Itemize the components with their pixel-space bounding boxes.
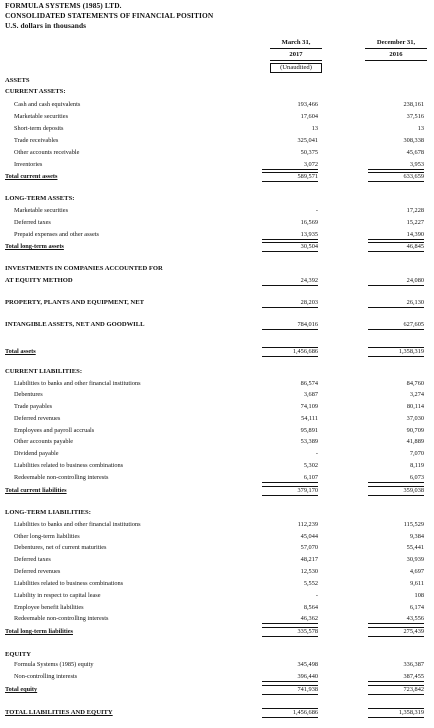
line-item-row [0,532,434,542]
line-item-row [0,473,434,483]
row-label: Liabilities related to business combinations [14,580,124,587]
line-item-row [0,660,434,670]
value-december-2016: 7,070 [409,450,424,457]
row-label: Total equity [5,686,38,693]
row-label: INVESTMENTS IN COMPANIES ACCOUNTED FOR [5,265,163,272]
value-march-2017: 12,530 [300,568,318,575]
value-march-2017: 54,111 [301,415,318,422]
row-label: Other accounts receivable [14,149,80,156]
column-year-label: 2017 [270,51,322,61]
row-label: Employees and payroll accruals [14,427,95,434]
line-item-row [0,230,434,240]
value-march-2017: 335,578 [262,627,318,637]
line-item-row [0,614,434,624]
line-item-row [0,136,434,146]
value-march-2017: 30,504 [262,242,318,252]
line-item-row [0,520,434,530]
value-march-2017: 74,109 [300,403,318,410]
value-december-2016: 90,709 [406,427,424,434]
row-label: ASSETS [5,77,30,84]
row-label: Liabilities related to business combinations [14,462,124,469]
value-december-2016: 1,358,319 [368,708,424,718]
value-march-2017: 3,072 [262,160,318,170]
column-period-label: December 31, [365,39,427,49]
row-label: EQUITY [5,651,32,658]
line-item-row [0,543,434,553]
section-row [0,298,434,308]
value-december-2016: 80,114 [406,403,424,410]
value-march-2017: - [315,207,318,214]
line-item-row [0,112,434,122]
row-label: Redeemable non-controlling interests [14,474,109,481]
column-header-march [270,39,322,73]
row-label: Dividend payable [14,450,59,457]
section-row [0,87,434,97]
row-label: Trade payables [14,403,53,410]
value-march-2017: 45,044 [300,533,318,540]
row-label: AT EQUITY METHOD [5,277,73,284]
line-item-row [0,555,434,565]
row-label: Liabilities to banks and other financial institutions [14,380,141,387]
line-item-row [0,124,434,134]
line-item-row [0,414,434,424]
row-label: Deferred taxes [14,219,51,226]
value-march-2017: 325,041 [297,137,318,144]
value-december-2016: 43,556 [368,614,424,624]
value-december-2016: 84,760 [406,380,424,387]
value-march-2017: 86,574 [300,380,318,387]
row-label: Deferred revenues [14,568,61,575]
line-item-row [0,603,434,613]
row-label: Employee benefit liabilities [14,604,84,611]
total-row [0,347,434,357]
value-december-2016: 45,678 [406,149,424,156]
value-december-2016: 359,038 [368,486,424,496]
row-label: Debentures [14,391,43,398]
line-item-row [0,390,434,400]
value-march-2017: 17,604 [300,113,318,120]
row-label: Marketable securities [14,113,69,120]
value-march-2017: 589,571 [262,172,318,182]
row-label: Total long-term liabilities [5,628,73,635]
value-december-2016: 37,516 [406,113,424,120]
row-label: LONG-TERM ASSETS: [5,195,75,202]
column-year-label: 2016 [365,51,427,61]
row-label: CURRENT LIABILITIES: [5,368,83,375]
value-march-2017: 3,687 [303,391,318,398]
value-december-2016: 3,953 [368,160,424,170]
row-label: Formula Systems (1985) equity [14,661,94,668]
row-label: Other accounts payable [14,438,74,445]
value-march-2017: 379,170 [262,486,318,496]
units-note: U.S. dollars in thousands [5,21,87,30]
unaudited-label: (Unaudited) [270,63,322,73]
value-december-2016: 308,338 [403,137,424,144]
value-december-2016: 8,119 [410,462,424,469]
value-march-2017: 48,217 [300,556,318,563]
value-march-2017: 53,389 [300,438,318,445]
value-march-2017: 16,569 [300,219,318,226]
row-label: Other long-term liabilities [14,533,80,540]
value-march-2017: 6,107 [262,473,318,483]
value-march-2017: 741,938 [262,685,318,695]
total-row [0,172,434,182]
value-march-2017: 95,891 [300,427,318,434]
line-item-row [0,148,434,158]
row-label: Liabilities to banks and other financial institutions [14,521,141,528]
line-item-row [0,567,434,577]
value-march-2017: 50,375 [300,149,318,156]
line-item-row [0,461,434,471]
line-item-row [0,402,434,412]
row-label: Liability in respect to capital lease [14,592,101,599]
section-row [0,650,434,660]
row-label: Cash and cash equivalents [14,101,81,108]
row-label: Debentures, net of current maturities [14,544,107,551]
section-row [0,276,434,286]
value-december-2016: 15,227 [406,219,424,226]
line-item-row [0,160,434,170]
row-label: INTANGIBLE ASSETS, NET AND GOODWILL [5,321,145,328]
section-row [0,194,434,204]
row-label: Prepaid expenses and other assets [14,231,99,238]
value-march-2017: 1,456,686 [262,347,318,357]
row-label: Total current liabilities [5,487,67,494]
total-row [0,242,434,252]
total-row [0,685,434,695]
line-item-row [0,591,434,601]
total-row [0,708,434,718]
row-label: Short-term deposits [14,125,64,132]
value-march-2017: 24,392 [262,276,318,286]
row-label: Total assets [5,348,36,355]
value-march-2017: 46,362 [262,614,318,624]
column-period-label: March 31, [270,39,322,49]
value-march-2017: 112,239 [297,521,318,528]
value-december-2016: 387,455 [368,672,424,682]
value-december-2016: 9,384 [409,533,424,540]
row-label: PROPERTY, PLANTS AND EQUIPMENT, NET [5,299,144,306]
column-header-december [365,39,427,63]
line-item-row [0,579,434,589]
value-december-2016: 275,439 [368,627,424,637]
line-item-row [0,426,434,436]
value-december-2016: 24,080 [368,276,424,286]
value-december-2016: 336,387 [403,661,424,668]
section-row [0,76,434,86]
value-december-2016: 17,228 [406,207,424,214]
value-december-2016: 108 [414,592,424,599]
value-december-2016: 30,939 [406,556,424,563]
section-row [0,264,434,274]
row-label: Total current assets [5,173,58,180]
statement-title: CONSOLIDATED STATEMENTS OF FINANCIAL POSITION [5,11,214,20]
row-label: Deferred taxes [14,556,51,563]
value-march-2017: - [315,592,318,599]
line-item-row [0,449,434,459]
value-december-2016: 1,358,319 [368,347,424,357]
section-row [0,508,434,518]
row-label: Inventories [14,161,43,168]
value-december-2016: 6,073 [368,473,424,483]
total-row [0,627,434,637]
value-march-2017: 13,935 [262,230,318,240]
value-december-2016: 3,274 [409,391,424,398]
row-label: Marketable securities [14,207,69,214]
value-march-2017: 193,466 [297,101,318,108]
company-name: FORMULA SYSTEMS (1985) LTD. [5,1,122,10]
row-label: TOTAL LIABILITIES AND EQUITY [5,709,113,716]
line-item-row [0,437,434,447]
section-row [0,320,434,330]
value-march-2017: 13 [311,125,318,132]
row-label: LONG-TERM LIABILITIES: [5,509,91,516]
value-march-2017: 5,552 [303,580,318,587]
row-label: Deferred revenues [14,415,61,422]
value-december-2016: 627,605 [368,320,424,330]
value-december-2016: 9,611 [410,580,424,587]
value-december-2016: 238,161 [403,101,424,108]
value-march-2017: 57,070 [300,544,318,551]
value-march-2017: 8,564 [303,604,318,611]
value-march-2017: 1,456,686 [262,708,318,718]
value-december-2016: 115,529 [403,521,424,528]
row-label: Non-controlling interests [14,673,78,680]
section-row [0,367,434,377]
total-row [0,486,434,496]
line-item-row [0,379,434,389]
value-march-2017: 28,203 [262,298,318,308]
row-label: CURRENT ASSETS: [5,88,66,95]
value-december-2016: 37,030 [406,415,424,422]
value-december-2016: 46,845 [368,242,424,252]
row-label: Redeemable non-controlling interests [14,615,109,622]
value-december-2016: 14,390 [368,230,424,240]
value-march-2017: 345,498 [297,661,318,668]
value-december-2016: 4,697 [409,568,424,575]
line-item-row [0,100,434,110]
value-december-2016: 723,842 [368,685,424,695]
row-label: Total long-term assets [5,243,64,250]
value-december-2016: 26,130 [368,298,424,308]
value-march-2017: - [315,450,318,457]
value-december-2016: 55,441 [406,544,424,551]
value-march-2017: 784,016 [262,320,318,330]
value-december-2016: 6,174 [409,604,424,611]
value-december-2016: 41,889 [406,438,424,445]
row-label: Trade receivables [14,137,59,144]
value-march-2017: 396,440 [262,672,318,682]
line-item-row [0,672,434,682]
value-march-2017: 5,302 [303,462,318,469]
line-item-row [0,218,434,228]
value-december-2016: 13 [417,125,424,132]
value-december-2016: 633,659 [368,172,424,182]
line-item-row [0,206,434,216]
